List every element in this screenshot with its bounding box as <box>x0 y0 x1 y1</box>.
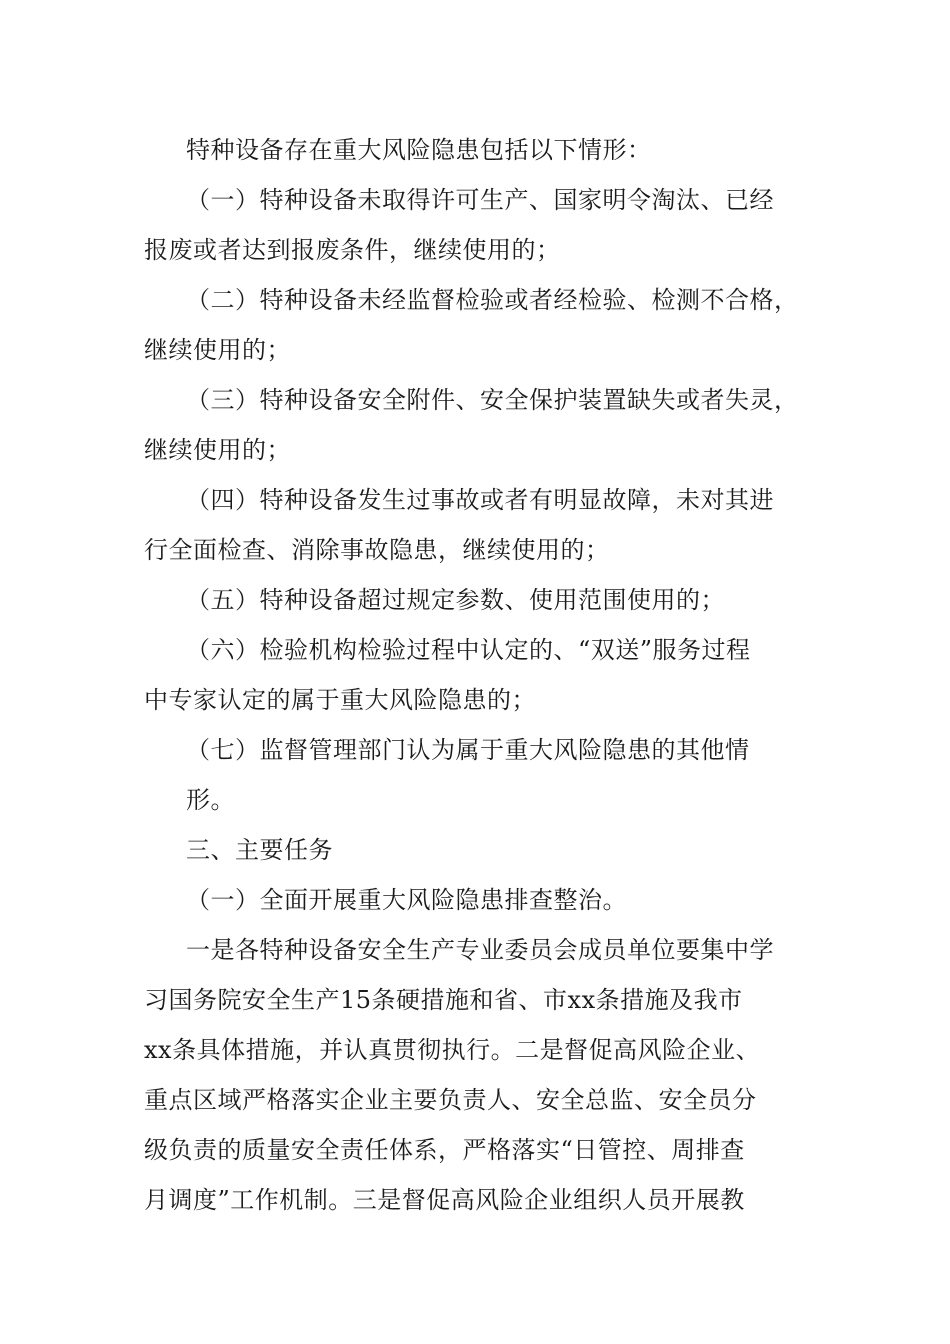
body-paragraph-line-4: 重点区域严格落实企业主要负责人、安全总监、安全员分 <box>144 1086 757 1114</box>
subsection-heading: （一）全面开展重大风险隐患排查整治。 <box>186 886 627 914</box>
body-paragraph-line-6: 月调度”工作机制。三是督促高风险企业组织人员开展教 <box>144 1186 745 1214</box>
item-1-line-2: 报废或者达到报废条件，继续使用的； <box>144 236 561 264</box>
item-6-line-1: （六）检验机构检验过程中认定的、“双送”服务过程 <box>186 636 751 664</box>
section-heading: 三、主要任务 <box>186 836 333 864</box>
body-paragraph-line-5: 级负责的质量安全责任体系，严格落实“日管控、周排查 <box>144 1136 745 1164</box>
item-2-line-2: 继续使用的； <box>144 336 291 364</box>
body-paragraph-line-1: 一是各特种设备安全生产专业委员会成员单位要集中学 <box>186 936 774 964</box>
body-paragraph-line-3: xx条具体措施，并认真贯彻执行。二是督促高风险企业、 <box>144 1036 761 1064</box>
item-7-line-1: （七）监督管理部门认为属于重大风险隐患的其他情 <box>186 736 750 764</box>
item-5-line-1: （五）特种设备超过规定参数、使用范围使用的； <box>186 586 725 614</box>
item-3-line-2: 继续使用的； <box>144 436 291 464</box>
item-3-line-1: （三）特种设备安全附件、安全保护装置缺失或者失灵， <box>186 386 799 414</box>
item-1-line-1: （一）特种设备未取得许可生产、国家明令淘汰、已经 <box>186 186 774 214</box>
item-7-line-2: 形。 <box>186 786 235 814</box>
item-4-line-2: 行全面检查、消除事故隐患，继续使用的； <box>144 536 610 564</box>
item-6-line-2: 中专家认定的属于重大风险隐患的； <box>144 686 536 714</box>
body-paragraph-line-2: 习国务院安全生产15条硬措施和省、市xx条措施及我市 <box>144 986 743 1014</box>
item-4-line-1: （四）特种设备发生过事故或者有明显故障，未对其进 <box>186 486 774 514</box>
paragraph-intro: 特种设备存在重大风险隐患包括以下情形： <box>186 136 652 164</box>
item-2-line-1: （二）特种设备未经监督检验或者经检验、检测不合格， <box>186 286 799 314</box>
